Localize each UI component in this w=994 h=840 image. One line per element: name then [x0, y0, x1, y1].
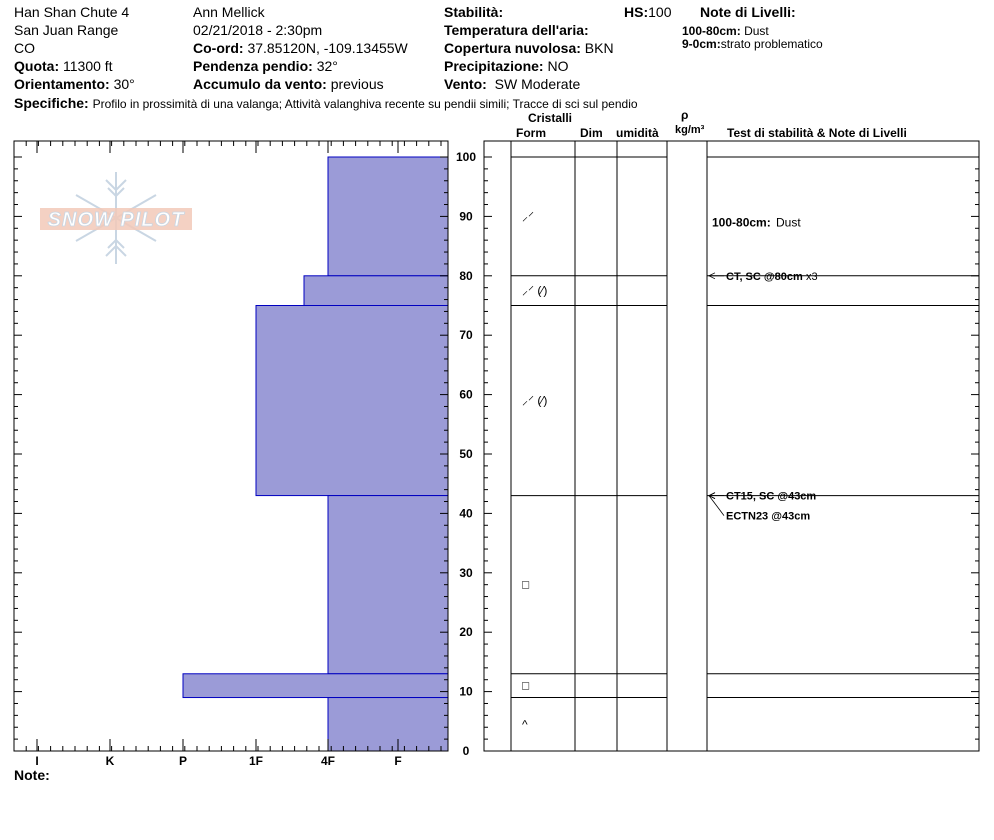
wind-label: Vento: — [444, 76, 487, 92]
sky-label: Copertura nuvolosa: — [444, 40, 581, 56]
state-name: CO — [14, 40, 35, 56]
depth-tick-label: 40 — [459, 506, 473, 521]
tests-header: Test di stabilità & Note di Livelli — [727, 126, 907, 140]
hardness-tick-label: P — [178, 754, 188, 768]
range-name: San Juan Range — [14, 22, 119, 38]
stability-label: Stabilità: — [444, 4, 504, 20]
observation-datetime: 02/21/2018 - 2:30pm — [193, 22, 323, 38]
slope-label: Pendenza pendio: — [193, 58, 313, 74]
hardness-bar-4 — [328, 496, 448, 674]
hardness-tick-label: I — [35, 754, 39, 768]
grain-forms — [522, 209, 547, 731]
layer-note-label: 100-80cm: — [712, 215, 771, 230]
hardness-tick-label: 4F — [320, 754, 336, 768]
wind-loading-label: Accumulo da vento: — [193, 76, 327, 92]
test-pointer-line — [709, 496, 724, 516]
crystals-header: Cristalli — [528, 111, 573, 125]
dim-header: Dim — [580, 126, 603, 140]
depth-tick-label: 60 — [459, 387, 473, 402]
layer-note-2-range: 9-0cm: — [682, 37, 721, 51]
layer-table-frame — [484, 141, 979, 751]
stability-test-label: ECTN23 @43cm — [726, 510, 811, 523]
logo-text: SNOW PILOT — [47, 209, 185, 231]
wind-loading-value: previous — [330, 76, 384, 92]
layer-boundaries — [511, 157, 979, 751]
stability-test-label: CT15, SC @43cm — [726, 490, 817, 503]
grain-form-symbol: ⸝⸍ (⁄) — [522, 393, 548, 408]
coord-label: Co-ord: — [193, 40, 244, 56]
layer-note-text: Dust — [776, 215, 801, 230]
elevation-label: Quota: — [14, 58, 60, 74]
depth-tick-label: 30 — [459, 565, 473, 580]
slope-value: 32° — [316, 58, 338, 74]
depth-tick-label: 70 — [459, 328, 473, 343]
aspect-value: 30° — [113, 76, 135, 92]
hs-value: 100 — [648, 4, 672, 20]
layer-note-1-text: Dust — [744, 24, 769, 38]
layer-notes-title: Note di Livelli: — [700, 4, 796, 20]
observer-name: Ann Mellick — [193, 4, 265, 20]
grain-form-symbol: □ — [522, 577, 530, 592]
specifics-value: Profilo in prossimità di una valanga; Attività valanghiva recente su pendii simili; Tracce di sci sul pendio — [92, 97, 638, 111]
stability-test-extra: x3 — [806, 270, 818, 283]
stability-tests — [709, 215, 818, 522]
precip-label: Precipitazione: — [444, 58, 544, 74]
form-header: Form — [516, 126, 546, 140]
depth-tick-label: 50 — [459, 447, 473, 461]
grain-form-symbol: ^ — [522, 717, 528, 732]
sky-value: BKN — [584, 40, 614, 56]
note-label: Note: — [14, 767, 50, 783]
hardness-bar-1 — [328, 157, 448, 276]
hs-label: HS: — [624, 4, 649, 20]
depth-tick-label: 0 — [462, 744, 470, 758]
hardness-tick-label: F — [394, 754, 402, 768]
aspect-label: Orientamento: — [14, 76, 110, 92]
stability-test-label: CT, SC @80cm — [726, 270, 803, 283]
hardness-bar-3 — [256, 306, 448, 496]
grain-form-symbol: ⸝⸍ — [522, 209, 535, 224]
moisture-header: umidità — [616, 126, 659, 140]
depth-axis — [14, 150, 979, 758]
air-temp-label: Temperatura dell'aria: — [444, 22, 589, 38]
density-unit-header: kg/m³ — [675, 124, 705, 136]
precip-value: NO — [547, 58, 569, 74]
elevation-value: 11300 ft — [63, 58, 113, 74]
rho-header: ρ — [681, 108, 689, 122]
grain-form-symbol: □ — [522, 678, 530, 693]
layer-note-1-range: 100-80cm: — [682, 24, 741, 38]
hardness-bar-6 — [328, 698, 448, 751]
layer-note-2-text: strato problematico — [720, 37, 823, 51]
hardness-tick-label: 1F — [248, 754, 264, 768]
hardness-layers — [183, 157, 448, 751]
hardness-bar-5 — [183, 674, 448, 698]
specifics-label: Specifiche: — [14, 95, 89, 111]
coord-value: 37.85120N, -109.13455W — [247, 40, 408, 56]
hardness-bar-2 — [304, 276, 448, 306]
grain-form-symbol: ⸝⸍ (⁄) — [522, 283, 548, 298]
wind-value: SW Moderate — [494, 76, 581, 92]
hardness-tick-label: K — [105, 754, 115, 768]
depth-tick-label: 10 — [459, 684, 473, 699]
location-name: Han Shan Chute 4 — [14, 4, 130, 20]
depth-tick-label: 90 — [459, 209, 473, 224]
depth-tick-label: 100 — [455, 150, 477, 164]
depth-tick-label: 20 — [459, 625, 473, 640]
depth-tick-label: 80 — [459, 268, 473, 283]
